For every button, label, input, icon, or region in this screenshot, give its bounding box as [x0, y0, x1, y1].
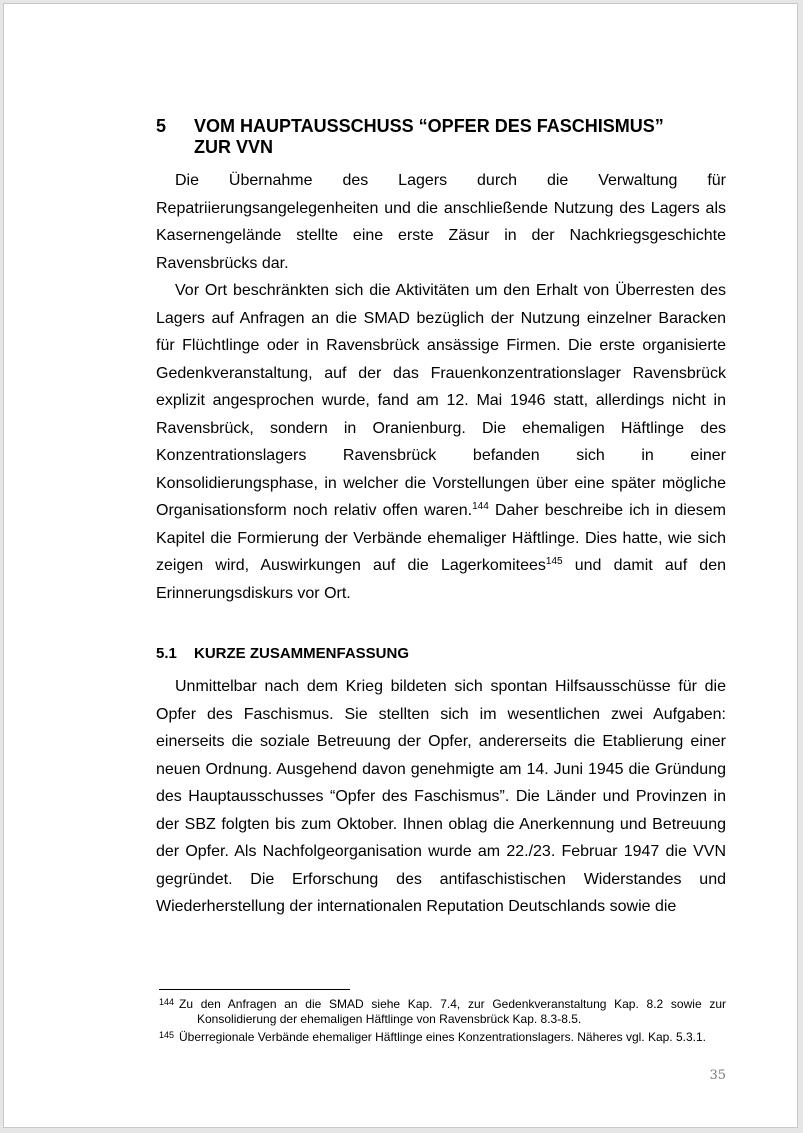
chapter-title-line1: VOM HAUPTAUSSCHUSS “OPFER DES FASCHISMUS” — [194, 116, 664, 136]
page-number: 35 — [709, 1068, 726, 1083]
document-page — [3, 3, 798, 1128]
paragraph-2 — [156, 277, 726, 607]
chapter-heading — [156, 116, 726, 158]
chapter-number: 5 — [156, 116, 167, 136]
paragraph-1: Die Übernahme des Lagers durch die Verwaltung für Repatriierungsangelegenheiten und die anschließende Nutzung des Lagers als Kasernengelände stellte eine erste Zäsur in der Nachkriegsgeschichte Ravensbrücks dar. — [156, 172, 726, 272]
footnote-separator — [159, 989, 350, 990]
section-heading — [156, 644, 726, 664]
footnote-ref-145[interactable]: 145 — [545, 556, 563, 567]
paragraph-3: Unmittelbar nach dem Krieg bildeten sich spontan Hilfsausschüsse für die Opfer des Faschismus. Sie stellten sich im wesentlichen zwei Aufgaben: einerseits die soziale Betreuung der Opfer, andererseits die Etablierung einer neuen Ordnung. Ausgehend davon genehmigte am 14. Juni 1945 die Gründung des Hauptausschusses “Opfer des Faschismus”. Die Länder und Provinzen in der SBZ folgten bis zum Oktober. Ihnen oblag die Anerkennung und Betreuung der Opfer. Als Nachfolgeorganisation wurde am 22./23. Februar 1947 die VVN gegründet. Die Erforschung des antifaschistischen Widerstandes und Wiederherstellung der internationalen Reputation Deutschlands sowie die — [156, 678, 726, 915]
footnote-ref-144[interactable]: 144 — [472, 501, 489, 512]
footnote-text: Überregionale Verbände ehemaliger Häftlinge eines Konzentrationslagers. Näheres vgl. Kap. 5.3.1. — [179, 1030, 706, 1044]
footnote-145 — [159, 1028, 726, 1045]
footnote-144 — [159, 995, 726, 1026]
section-title: KURZE ZUSAMMENFASSUNG — [194, 645, 410, 662]
page-content — [156, 116, 726, 921]
footnote-mark: 145 — [159, 1030, 175, 1040]
paragraph-2-text-a: Vor Ort beschränkten sich die Aktivitäten um den Erhalt von Überresten des Lagers auf Anfragen an die SMAD bezüglich der Nutzung einzelner Baracken für Flüchtlinge oder in Ravensbrück ansässige Firmen. Die erste organisierte Gedenkveranstaltung, auf der das Frauenkonzentrationslager Ravensbrück explizit angesprochen wurde, fand am 12. Mai 1946 statt, allerdings nicht in Ravensbrück, sondern in Oranienburg. Die ehemaligen Häftlinge des Konzentrationslagers Ravensbrück befanden sich in einer Konsolidierungsphase, in welcher die Vorstellungen über eine später mögliche Organisationsform noch relativ offen waren. — [156, 282, 726, 519]
section-number: 5.1 — [156, 645, 177, 662]
footnote-mark: 144 — [159, 997, 175, 1007]
footnote-text: Zu den Anfragen an die SMAD siehe Kap. 7.4, zur Gedenkveranstaltung Kap. 8.2 sowie zur Konsolidierung der ehemaligen Häftlinge von Ravensbrück Kap. 8.3-8.5. — [179, 997, 726, 1026]
footnotes — [159, 995, 726, 1047]
chapter-title-line2: ZUR VVN — [194, 137, 274, 157]
chapter-title — [194, 116, 726, 158]
paragraph-2-text-b: Daher beschreibe ich in diesem Kapitel die Formierung der Verbände ehemaliger Häftlinge. Dies hatte, wie sich zeigen wird, Auswirkungen auf die Lagerkomitees — [156, 502, 726, 574]
paragraph-2-text-c: und damit auf den Erinnerungsdiskurs vor Ort. — [156, 557, 727, 602]
